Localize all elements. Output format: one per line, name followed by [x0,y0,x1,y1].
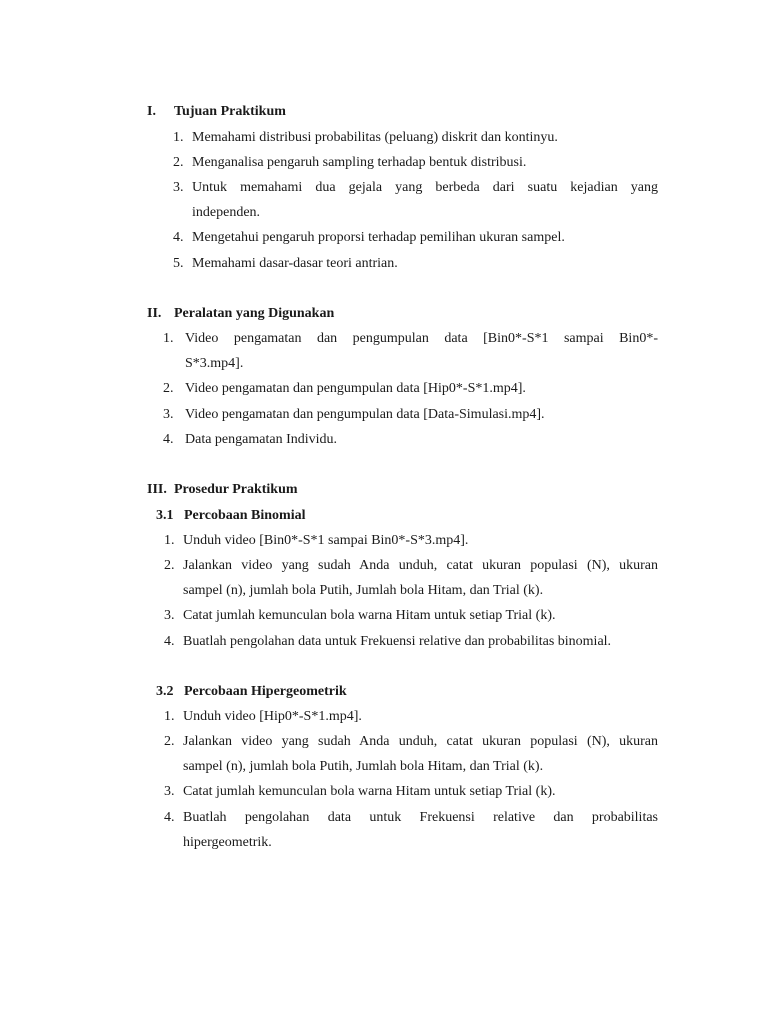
section-1-number: I. [147,104,156,119]
subsection-3-1-title: Percobaan Binomial [184,508,306,523]
list-item-line: Jalankan video yang sudah Anda unduh, catat ukuran populasi (N), ukuran [183,558,658,573]
list-item-line: hipergeometrik. [183,835,272,850]
list-item: 1. Unduh video [Hip0*-S*1.mp4]. [164,709,362,724]
list-item-line: Jalankan video yang sudah Anda unduh, catat ukuran populasi (N), ukuran [183,734,658,749]
subsection-3-1-number: 3.1 [156,508,174,523]
section-3-title: Prosedur Praktikum [174,482,298,497]
list-item-line: sampel (n), jumlah bola Putih, Jumlah bola Hitam, dan Trial (k). [183,759,544,774]
list-item: 4. Mengetahui pengaruh proporsi terhadap pemilihan ukuran sampel. [173,230,565,245]
list-item-line: Buatlah pengolahan data untuk Frekuensi relative dan probabilitas [183,810,658,825]
section-2-title: Peralatan yang Digunakan [174,306,335,321]
section-1-title: Tujuan Praktikum [174,104,286,119]
subsection-3-2-title: Percobaan Hipergeometrik [184,684,347,699]
list-item: 4. [164,810,175,825]
list-item-line: Untuk memahami dua gejala yang berbeda dari suatu kejadian yang [192,180,658,195]
list-item: 1. [163,331,174,346]
list-item: 3. Catat jumlah kemunculan bola warna Hitam untuk setiap Trial (k). [164,608,556,623]
list-item: 5. Memahami dasar-dasar teori antrian. [173,256,398,271]
list-item: 2. Video pengamatan dan pengumpulan data [Hip0*-S*1.mp4]. [163,381,526,396]
list-item-line: Video pengamatan dan pengumpulan data [Bin0*-S*1 sampai Bin0*- [185,331,658,346]
section-2-number: II. [147,306,162,321]
list-item: 3. [173,180,184,195]
list-item: 3. Video pengamatan dan pengumpulan data [Data-Simulasi.mp4]. [163,407,545,422]
list-item-line: independen. [192,205,261,220]
list-item: 2. Menganalisa pengaruh sampling terhadap bentuk distribusi. [173,155,527,170]
list-item: 2. [164,734,175,749]
list-item: 1. Unduh video [Bin0*-S*1 sampai Bin0*-S*3.mp4]. [164,533,469,548]
list-item: 2. [164,558,175,573]
list-item: 3. Catat jumlah kemunculan bola warna Hitam untuk setiap Trial (k). [164,784,556,799]
list-item: 4. Data pengamatan Individu. [163,432,338,447]
list-item-line: sampel (n), jumlah bola Putih, Jumlah bola Hitam, dan Trial (k). [183,583,544,598]
list-item-line: S*3.mp4]. [185,356,244,371]
subsection-3-2-number: 3.2 [156,684,174,699]
list-item: 1. Memahami distribusi probabilitas (peluang) diskrit dan kontinyu. [173,130,558,145]
list-item: 4. Buatlah pengolahan data untuk Frekuensi relative dan probabilitas binomial. [164,634,612,649]
section-3-number: III. [147,482,167,497]
